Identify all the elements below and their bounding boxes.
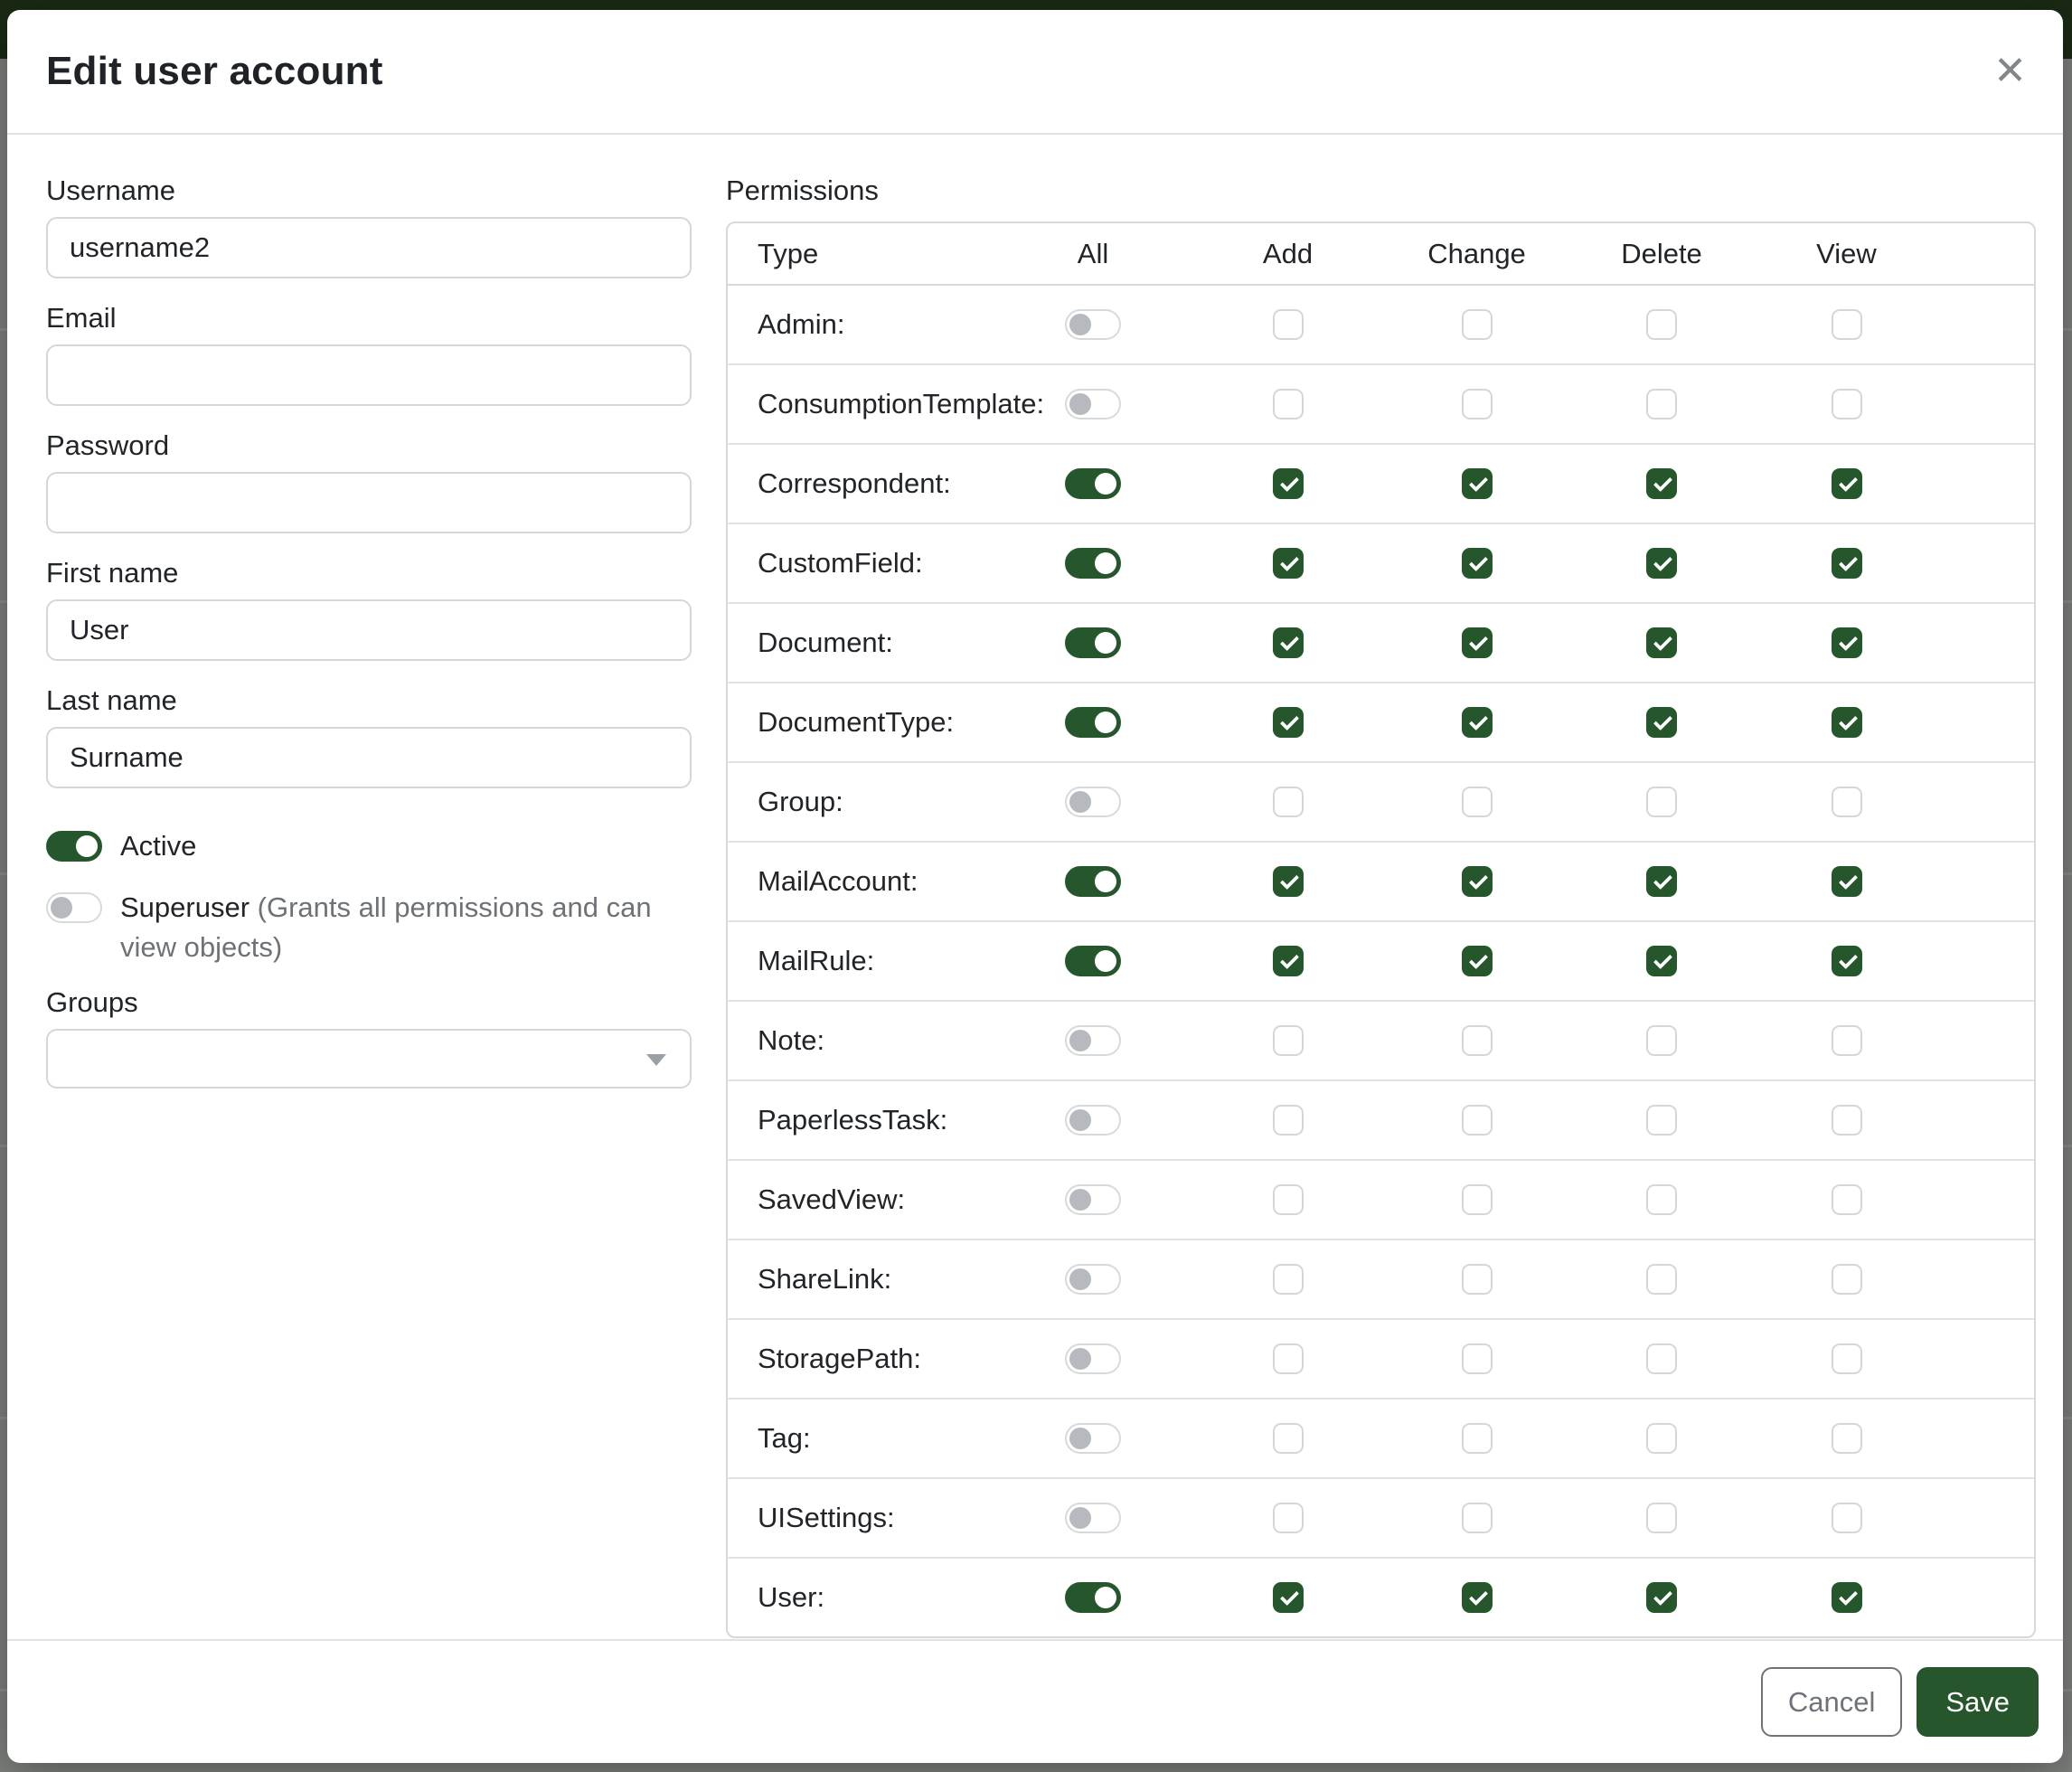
- all-toggle[interactable]: [1065, 1105, 1121, 1136]
- toggle-knob: [51, 897, 72, 919]
- permission-type-label: UISettings:: [758, 1502, 895, 1533]
- permission-row: [728, 1079, 2034, 1159]
- toggle-knob: [1069, 1268, 1091, 1290]
- active-label: Active: [120, 830, 197, 862]
- permission-row: [728, 682, 2034, 761]
- view-checkbox[interactable]: [1832, 1184, 1862, 1215]
- view-checkbox[interactable]: [1832, 1423, 1862, 1454]
- permission-row: [728, 286, 2034, 363]
- permission-row: [728, 523, 2034, 602]
- add-checkbox[interactable]: [1273, 1582, 1304, 1613]
- delete-checkbox[interactable]: [1646, 1184, 1677, 1215]
- delete-checkbox[interactable]: [1646, 309, 1677, 340]
- change-checkbox[interactable]: [1462, 1025, 1493, 1056]
- delete-checkbox[interactable]: [1646, 1582, 1677, 1613]
- permission-type-label: SavedView:: [758, 1183, 906, 1215]
- permission-row: [728, 1318, 2034, 1398]
- permission-row: [728, 1000, 2034, 1079]
- permission-row: [728, 1239, 2034, 1318]
- email-field-group: [46, 303, 692, 406]
- add-checkbox[interactable]: [1273, 468, 1304, 499]
- all-toggle[interactable]: [1065, 1503, 1121, 1533]
- toggle-knob: [1069, 393, 1091, 415]
- view-checkbox[interactable]: [1832, 548, 1862, 579]
- toggle-knob: [1095, 1587, 1116, 1608]
- active-toggle-row: [46, 826, 692, 866]
- all-toggle[interactable]: [1065, 1423, 1121, 1454]
- toggle-knob: [76, 835, 98, 857]
- first-name-label: First name: [46, 557, 179, 589]
- add-checkbox[interactable]: [1273, 946, 1304, 976]
- delete-checkbox[interactable]: [1646, 1264, 1677, 1295]
- superuser-label: Superuser (Grants all permissions and can view objects): [120, 891, 652, 963]
- toggle-knob: [1095, 871, 1116, 892]
- toggle-knob: [1069, 1189, 1091, 1211]
- add-checkbox[interactable]: [1273, 1264, 1304, 1295]
- permission-row: [728, 1159, 2034, 1239]
- save-button[interactable]: Save: [1917, 1667, 2039, 1737]
- permission-type-label: MailAccount:: [758, 865, 918, 897]
- add-checkbox[interactable]: [1273, 1105, 1304, 1136]
- first-name-field-group: [46, 558, 692, 661]
- view-checkbox[interactable]: [1832, 787, 1862, 817]
- column-header-all: All: [1077, 237, 1109, 269]
- all-toggle[interactable]: [1065, 866, 1121, 897]
- permission-type-label: ConsumptionTemplate:: [758, 388, 1045, 419]
- toggle-knob: [1069, 791, 1091, 813]
- email-label: Email: [46, 302, 117, 334]
- delete-checkbox[interactable]: [1646, 548, 1677, 579]
- all-toggle[interactable]: [1065, 389, 1121, 419]
- password-input[interactable]: [46, 472, 692, 533]
- modal-footer: [7, 1639, 2063, 1763]
- toggle-knob: [1069, 1030, 1091, 1051]
- permission-type-label: Note:: [758, 1024, 825, 1056]
- groups-select[interactable]: [46, 1029, 692, 1089]
- delete-checkbox[interactable]: [1646, 1025, 1677, 1056]
- username-field-group: [46, 175, 692, 278]
- view-checkbox[interactable]: [1832, 468, 1862, 499]
- last-name-label: Last name: [46, 684, 177, 716]
- add-checkbox[interactable]: [1273, 309, 1304, 340]
- all-toggle[interactable]: [1065, 468, 1121, 499]
- permission-row: [728, 602, 2034, 682]
- last-name-field-group: [46, 685, 692, 788]
- permission-type-label: Group:: [758, 786, 843, 817]
- modal-title: Edit user account: [46, 49, 383, 93]
- toggle-knob: [1095, 552, 1116, 574]
- all-toggle[interactable]: [1065, 1582, 1121, 1613]
- add-checkbox[interactable]: [1273, 389, 1304, 419]
- delete-checkbox[interactable]: [1646, 1503, 1677, 1533]
- toggle-knob: [1095, 950, 1116, 972]
- permission-type-label: Tag:: [758, 1422, 811, 1454]
- view-checkbox[interactable]: [1832, 309, 1862, 340]
- view-checkbox[interactable]: [1832, 627, 1862, 658]
- permission-type-label: StoragePath:: [758, 1343, 921, 1374]
- password-field-group: [46, 430, 692, 533]
- user-form: [39, 175, 692, 1089]
- modal-body: [7, 135, 2063, 1639]
- groups-label: Groups: [46, 986, 138, 1018]
- change-checkbox[interactable]: [1462, 389, 1493, 419]
- change-checkbox[interactable]: [1462, 787, 1493, 817]
- permission-type-label: CustomField:: [758, 547, 923, 579]
- permission-row: [728, 1398, 2034, 1477]
- permission-row: [728, 443, 2034, 523]
- add-checkbox[interactable]: [1273, 548, 1304, 579]
- delete-checkbox[interactable]: [1646, 1343, 1677, 1374]
- first-name-input[interactable]: [46, 599, 692, 661]
- superuser-toggle[interactable]: [46, 892, 102, 923]
- all-toggle[interactable]: [1065, 787, 1121, 817]
- view-checkbox[interactable]: [1832, 1264, 1862, 1295]
- toggle-knob: [1069, 1109, 1091, 1131]
- permission-row: [728, 363, 2034, 443]
- view-checkbox[interactable]: [1832, 946, 1862, 976]
- toggle-knob: [1095, 712, 1116, 733]
- change-checkbox[interactable]: [1462, 627, 1493, 658]
- column-header-type: Type: [758, 237, 819, 269]
- permission-row: [728, 841, 2034, 920]
- permission-type-label: Document:: [758, 627, 893, 658]
- change-checkbox[interactable]: [1462, 1343, 1493, 1374]
- change-checkbox[interactable]: [1462, 707, 1493, 738]
- delete-checkbox[interactable]: [1646, 707, 1677, 738]
- permission-type-label: Admin:: [758, 308, 845, 340]
- permission-row: [728, 1477, 2034, 1557]
- username-label: Username: [46, 174, 175, 206]
- add-checkbox[interactable]: [1273, 787, 1304, 817]
- superuser-toggle-row: [46, 888, 692, 967]
- chevron-down-icon: [646, 1054, 666, 1066]
- change-checkbox[interactable]: [1462, 866, 1493, 897]
- add-checkbox[interactable]: [1273, 1503, 1304, 1533]
- active-toggle[interactable]: [46, 831, 102, 862]
- toggle-knob: [1095, 473, 1116, 495]
- change-checkbox[interactable]: [1462, 309, 1493, 340]
- delete-checkbox[interactable]: [1646, 468, 1677, 499]
- delete-checkbox[interactable]: [1646, 1423, 1677, 1454]
- superuser-hint: (Grants all permissions and can view objects): [120, 891, 652, 963]
- column-header-change: Change: [1427, 237, 1526, 269]
- change-checkbox[interactable]: [1462, 1503, 1493, 1533]
- groups-field-group: [46, 987, 692, 1089]
- close-icon[interactable]: ✕: [1993, 49, 2027, 93]
- password-label: Password: [46, 429, 170, 461]
- add-checkbox[interactable]: [1273, 1025, 1304, 1056]
- toggle-knob: [1069, 1507, 1091, 1529]
- all-toggle[interactable]: [1065, 1343, 1121, 1374]
- view-checkbox[interactable]: [1832, 1582, 1862, 1613]
- permissions-table: [726, 222, 2036, 1638]
- change-checkbox[interactable]: [1462, 1264, 1493, 1295]
- add-checkbox[interactable]: [1273, 1343, 1304, 1374]
- toggle-knob: [1069, 314, 1091, 335]
- change-checkbox[interactable]: [1462, 1423, 1493, 1454]
- all-toggle[interactable]: [1065, 1264, 1121, 1295]
- all-toggle[interactable]: [1065, 1025, 1121, 1056]
- permissions-rows: [728, 286, 2034, 1636]
- permissions-label: Permissions: [726, 174, 879, 206]
- last-name-input[interactable]: [46, 727, 692, 788]
- all-toggle[interactable]: [1065, 1184, 1121, 1215]
- add-checkbox[interactable]: [1273, 627, 1304, 658]
- permissions-table-header: [728, 223, 2034, 286]
- delete-checkbox[interactable]: [1646, 627, 1677, 658]
- delete-checkbox[interactable]: [1646, 866, 1677, 897]
- all-toggle[interactable]: [1065, 548, 1121, 579]
- toggle-knob: [1069, 1348, 1091, 1370]
- permission-type-label: Correspondent:: [758, 467, 951, 499]
- permission-type-label: PaperlessTask:: [758, 1104, 948, 1136]
- email-input[interactable]: [46, 344, 692, 406]
- change-checkbox[interactable]: [1462, 548, 1493, 579]
- add-checkbox[interactable]: [1273, 1423, 1304, 1454]
- toggle-knob: [1069, 1428, 1091, 1449]
- all-toggle[interactable]: [1065, 309, 1121, 340]
- delete-checkbox[interactable]: [1646, 1105, 1677, 1136]
- toggle-knob: [1095, 632, 1116, 654]
- edit-user-modal: [7, 10, 2063, 1763]
- view-checkbox[interactable]: [1832, 866, 1862, 897]
- add-checkbox[interactable]: [1273, 1184, 1304, 1215]
- view-checkbox[interactable]: [1832, 1025, 1862, 1056]
- change-checkbox[interactable]: [1462, 1582, 1493, 1613]
- add-checkbox[interactable]: [1273, 707, 1304, 738]
- username-input[interactable]: [46, 217, 692, 278]
- view-checkbox[interactable]: [1832, 1503, 1862, 1533]
- permissions-section: [726, 175, 2036, 1638]
- delete-checkbox[interactable]: [1646, 389, 1677, 419]
- permission-row: [728, 920, 2034, 1000]
- permission-row: [728, 761, 2034, 841]
- view-checkbox[interactable]: [1832, 707, 1862, 738]
- all-toggle[interactable]: [1065, 946, 1121, 976]
- change-checkbox[interactable]: [1462, 468, 1493, 499]
- change-checkbox[interactable]: [1462, 946, 1493, 976]
- change-checkbox[interactable]: [1462, 1184, 1493, 1215]
- view-checkbox[interactable]: [1832, 389, 1862, 419]
- column-header-view: View: [1816, 237, 1877, 269]
- column-header-add: Add: [1262, 237, 1314, 269]
- change-checkbox[interactable]: [1462, 1105, 1493, 1136]
- all-toggle[interactable]: [1065, 707, 1121, 738]
- view-checkbox[interactable]: [1832, 1105, 1862, 1136]
- cancel-button[interactable]: Cancel: [1761, 1667, 1903, 1737]
- view-checkbox[interactable]: [1832, 1343, 1862, 1374]
- column-header-delete: Delete: [1621, 237, 1702, 269]
- permission-type-label: ShareLink:: [758, 1263, 892, 1295]
- permission-row: [728, 1557, 2034, 1636]
- permission-type-label: DocumentType:: [758, 706, 955, 738]
- permission-type-label: User:: [758, 1581, 825, 1613]
- all-toggle[interactable]: [1065, 627, 1121, 658]
- delete-checkbox[interactable]: [1646, 946, 1677, 976]
- modal-header: [7, 10, 2063, 135]
- delete-checkbox[interactable]: [1646, 787, 1677, 817]
- add-checkbox[interactable]: [1273, 866, 1304, 897]
- permission-type-label: MailRule:: [758, 945, 875, 976]
